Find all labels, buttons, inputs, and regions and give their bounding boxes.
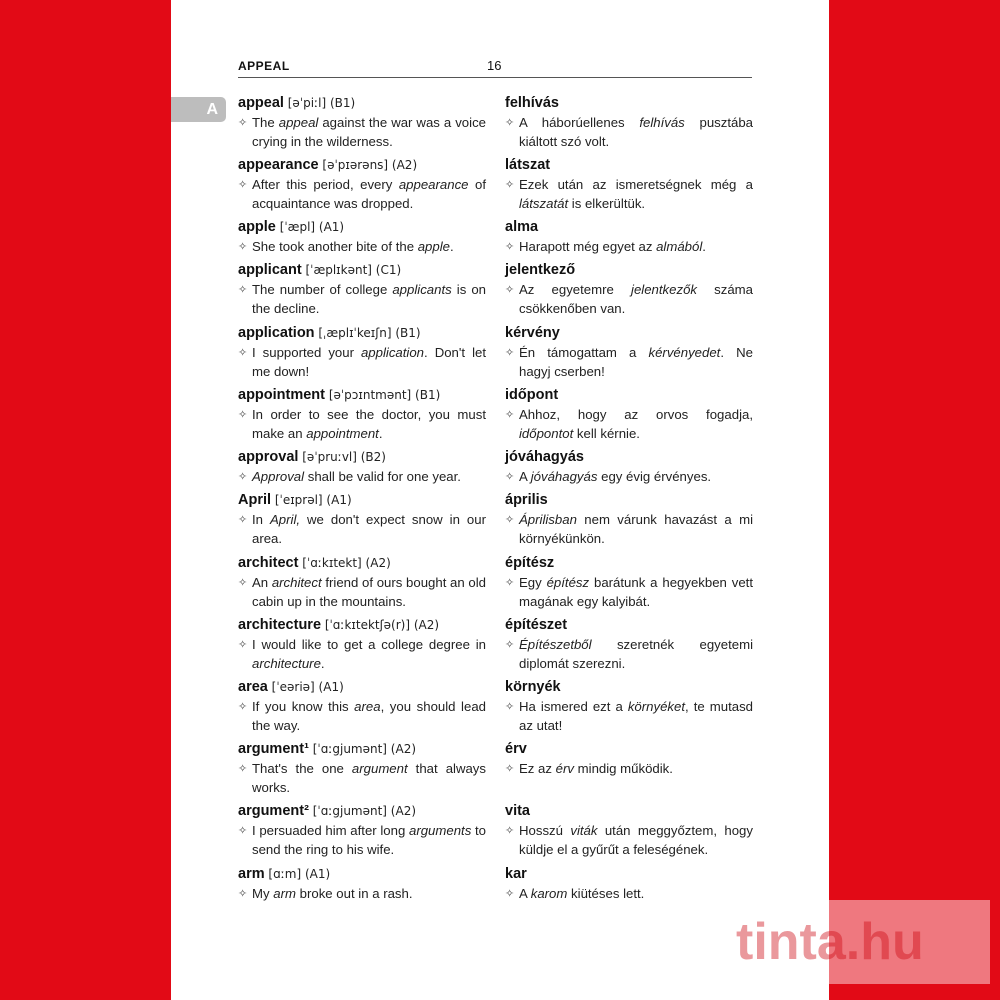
hungarian-headword-line (505, 386, 753, 405)
hungarian-headword-line (505, 261, 753, 280)
english-entry (238, 448, 486, 486)
english-headword: applicant (238, 262, 302, 278)
english-example: ✧ An architect friend of ours bought an old cabin up in the mountains. (238, 573, 486, 611)
pronunciation-level: [ɑːm] (A1) (264, 867, 331, 881)
hungarian-entry (505, 616, 753, 673)
hungarian-example: ✧ A jóváhagyás egy évig érvényes. (505, 467, 753, 486)
hungarian-headword-line (505, 218, 753, 237)
hungarian-headword: kar (505, 866, 527, 882)
english-entry (238, 740, 486, 797)
pronunciation-level: [ˈɑːgjumənt] (A2) (308, 804, 417, 818)
hungarian-headword: időpont (505, 387, 559, 403)
pronunciation-level: [ˈɑːkɪtekt] (A2) (298, 556, 391, 570)
english-entry (238, 616, 486, 673)
example-keyword: applicants (392, 282, 452, 297)
example-keyword: area (354, 699, 381, 714)
pronunciation-level: [əˈpruːvl] (B2) (298, 450, 386, 464)
english-headword-line (238, 156, 486, 175)
english-entry (238, 678, 486, 735)
english-example: ✧ She took another bite of the apple. (238, 237, 486, 256)
hungarian-headword-line (505, 740, 753, 759)
example-keyword: környéket (627, 699, 686, 714)
example-keyword: April, (270, 512, 301, 527)
example-keyword: application (360, 345, 425, 360)
english-headword: architect (238, 555, 299, 571)
hungarian-example: ✧ Én támogattam a kérvényedet. Ne hagyj cserben! (505, 343, 753, 381)
letter-tab-label: A (206, 101, 218, 118)
example-keyword: architecture (252, 656, 321, 671)
example-keyword: Approval (252, 469, 305, 484)
site-watermark: tinta.hu (736, 913, 924, 971)
pronunciation-level: [əˈpɪərəns] (A2) (318, 158, 418, 172)
english-example: ✧ My arm broke out in a rash. (238, 884, 486, 903)
english-headword: appointment (238, 387, 325, 403)
hungarian-headword: jelentkező (505, 262, 576, 278)
hungarian-entry (505, 554, 753, 611)
hungarian-entry (505, 678, 753, 735)
hungarian-headword-line (505, 491, 753, 510)
hungarian-headword: felhívás (505, 95, 559, 111)
example-keyword: érv (555, 761, 574, 776)
english-example: ✧ The appeal against the war was a voice crying in the wilderness. (238, 113, 486, 151)
running-head-word: APPEAL (238, 59, 290, 73)
example-keyword: appeal (278, 115, 319, 130)
hungarian-headword-line (505, 156, 753, 175)
hungarian-headword: látszat (505, 157, 551, 173)
example-keyword: jelentkezők (631, 282, 697, 297)
hungarian-entry (505, 865, 753, 903)
example-keyword: viták (570, 823, 598, 838)
english-headword-line (238, 554, 486, 573)
english-entry (238, 218, 486, 256)
english-example: ✧ The number of college applicants is on the decline. (238, 280, 486, 318)
pronunciation-level: [əˈpɔɪntmənt] (B1) (325, 388, 441, 402)
english-headword: area (238, 679, 268, 695)
english-headword: argument² (238, 803, 309, 819)
english-entry (238, 802, 486, 859)
english-headword-line (238, 386, 486, 405)
hungarian-example: ✧ Az egyetemre jelentkezők száma csökkenőben van. (505, 280, 753, 318)
example-keyword: apple (417, 239, 450, 254)
english-headword: arm (238, 866, 265, 882)
example-keyword: időpontot (519, 426, 574, 441)
english-headword-line (238, 678, 486, 697)
pronunciation-level: [ˈɑːkɪtektʃə(r)] (A2) (321, 618, 440, 632)
english-example: ✧ If you know this area, you should lead the way. (238, 697, 486, 735)
english-headword-line (238, 94, 486, 113)
hungarian-headword: környék (505, 679, 561, 695)
hungarian-entry (505, 324, 753, 381)
english-example: ✧ In order to see the doctor, you must make an appointment. (238, 405, 486, 443)
hungarian-example: ✧ A háborúellenes felhívás pusztába kiáltott szó volt. (505, 113, 753, 151)
hungarian-headword-line (505, 802, 753, 821)
example-keyword: karom (530, 886, 568, 901)
english-headword: argument¹ (238, 741, 309, 757)
hungarian-example: ✧ Egy építész barátunk a hegyekben vett magának egy kalyibát. (505, 573, 753, 611)
example-keyword: appearance (398, 177, 469, 192)
hungarian-example: ✧ Hosszú viták után meggyőztem, hogy küldje el a gyűrűt a feleségének. (505, 821, 753, 859)
hungarian-example: ✧ Harapott még egyet az almából. (505, 237, 753, 256)
hungarian-entry (505, 386, 753, 443)
hungarian-headword-line (505, 448, 753, 467)
example-keyword: építész (546, 575, 590, 590)
hungarian-headword: jóváhagyás (505, 449, 584, 465)
page-number: 16 (487, 58, 502, 73)
pronunciation-level: [ˈæpl] (A1) (275, 220, 345, 234)
english-headword-line (238, 802, 486, 821)
example-keyword: arguments (408, 823, 472, 838)
hungarian-headword: építészet (505, 617, 568, 633)
english-example: ✧ I supported your application. Don't let me down! (238, 343, 486, 381)
hungarian-example: ✧ Ahhoz, hogy az orvos fogadja, időpontot kell kérnie. (505, 405, 753, 443)
example-keyword: arm (273, 886, 296, 901)
hungarian-entry (505, 448, 753, 486)
hungarian-entry (505, 491, 753, 548)
english-headword-line (238, 324, 486, 343)
english-headword: apple (238, 219, 276, 235)
hungarian-headword: alma (505, 219, 539, 235)
english-example: ✧ I would like to get a college degree in architecture. (238, 635, 486, 673)
english-headword: approval (238, 449, 299, 465)
example-keyword: Építészetből (519, 637, 592, 652)
english-entry (238, 491, 486, 548)
english-headword-line (238, 616, 486, 635)
english-example: ✧ That's the one argument that always works. (238, 759, 486, 797)
english-headword-line (238, 261, 486, 280)
pronunciation-level: [ˈɑːgjumənt] (A2) (308, 742, 417, 756)
hungarian-entry (505, 802, 753, 859)
english-headword-line (238, 218, 486, 237)
page-header (238, 57, 752, 78)
hungarian-entry (505, 94, 753, 151)
pronunciation-level: [ˈeɪprəl] (A1) (271, 493, 352, 507)
hungarian-headword-line (505, 865, 753, 884)
example-keyword: appointment (306, 426, 379, 441)
english-headword: appearance (238, 157, 319, 173)
english-entry (238, 261, 486, 318)
letter-thumb-tab (171, 97, 226, 122)
example-keyword: almából (656, 239, 703, 254)
hungarian-entry (505, 156, 753, 213)
hungarian-example: ✧ Ez az érv mindig működik. (505, 759, 753, 778)
hungarian-example: ✧ Építészetből szeretnék egyetemi diplomát szerezni. (505, 635, 753, 673)
hungarian-example: ✧ Ezek után az ismeretségnek még a látszatát is elkerültük. (505, 175, 753, 213)
english-entry (238, 386, 486, 443)
english-entry (238, 324, 486, 381)
hungarian-example: ✧ A karom kiütéses lett. (505, 884, 753, 903)
english-headword-line (238, 491, 486, 510)
english-entry (238, 156, 486, 213)
example-keyword: architect (271, 575, 322, 590)
hungarian-entry (505, 261, 753, 318)
english-headword: architecture (238, 617, 322, 633)
english-entry (238, 554, 486, 611)
english-example: ✧ In April, we don't expect snow in our area. (238, 510, 486, 548)
hungarian-headword: vita (505, 803, 530, 819)
english-entry (238, 94, 486, 151)
english-headword: appeal (238, 95, 284, 111)
example-keyword: argument (351, 761, 408, 776)
hungarian-headword-line (505, 616, 753, 635)
hungarian-example: ✧ Ha ismered ezt a környéket, te mutasd az utat! (505, 697, 753, 735)
english-example: ✧ I persuaded him after long arguments to send the ring to his wife. (238, 821, 486, 859)
english-example: ✧ Approval shall be valid for one year. (238, 467, 486, 486)
hungarian-entry (505, 218, 753, 256)
hungarian-headword: építész (505, 555, 555, 571)
english-example: ✧ After this period, every appearance of acquaintance was dropped. (238, 175, 486, 213)
pronunciation-level: [ˈæplɪkənt] (C1) (301, 263, 402, 277)
pronunciation-level: [əˈpiːl] (B1) (283, 96, 356, 110)
example-keyword: látszatát (519, 196, 569, 211)
hungarian-headword-line (505, 554, 753, 573)
english-headword-line (238, 865, 486, 884)
hungarian-headword: kérvény (505, 325, 560, 341)
english-headword-line (238, 740, 486, 759)
pronunciation-level: [ˌæplɪˈkeɪʃn] (B1) (314, 326, 421, 340)
example-keyword: Áprilisban (519, 512, 577, 527)
hungarian-example: ✧ Áprilisban nem várunk havazást a mi környékünkön. (505, 510, 753, 548)
hungarian-headword: érv (505, 741, 527, 757)
example-keyword: jóváhagyás (530, 469, 598, 484)
hungarian-headword: április (505, 492, 548, 508)
hungarian-headword-line (505, 678, 753, 697)
example-keyword: felhívás (639, 115, 685, 130)
english-headword: application (238, 325, 315, 341)
english-headword: April (238, 492, 272, 508)
hungarian-headword-line (505, 324, 753, 343)
english-entry (238, 865, 486, 903)
hungarian-entry (505, 740, 753, 778)
pronunciation-level: [ˈeəriə] (A1) (267, 680, 344, 694)
dictionary-page (171, 0, 829, 1000)
english-headword-line (238, 448, 486, 467)
hungarian-headword-line (505, 94, 753, 113)
example-keyword: kérvényedet (648, 345, 721, 360)
